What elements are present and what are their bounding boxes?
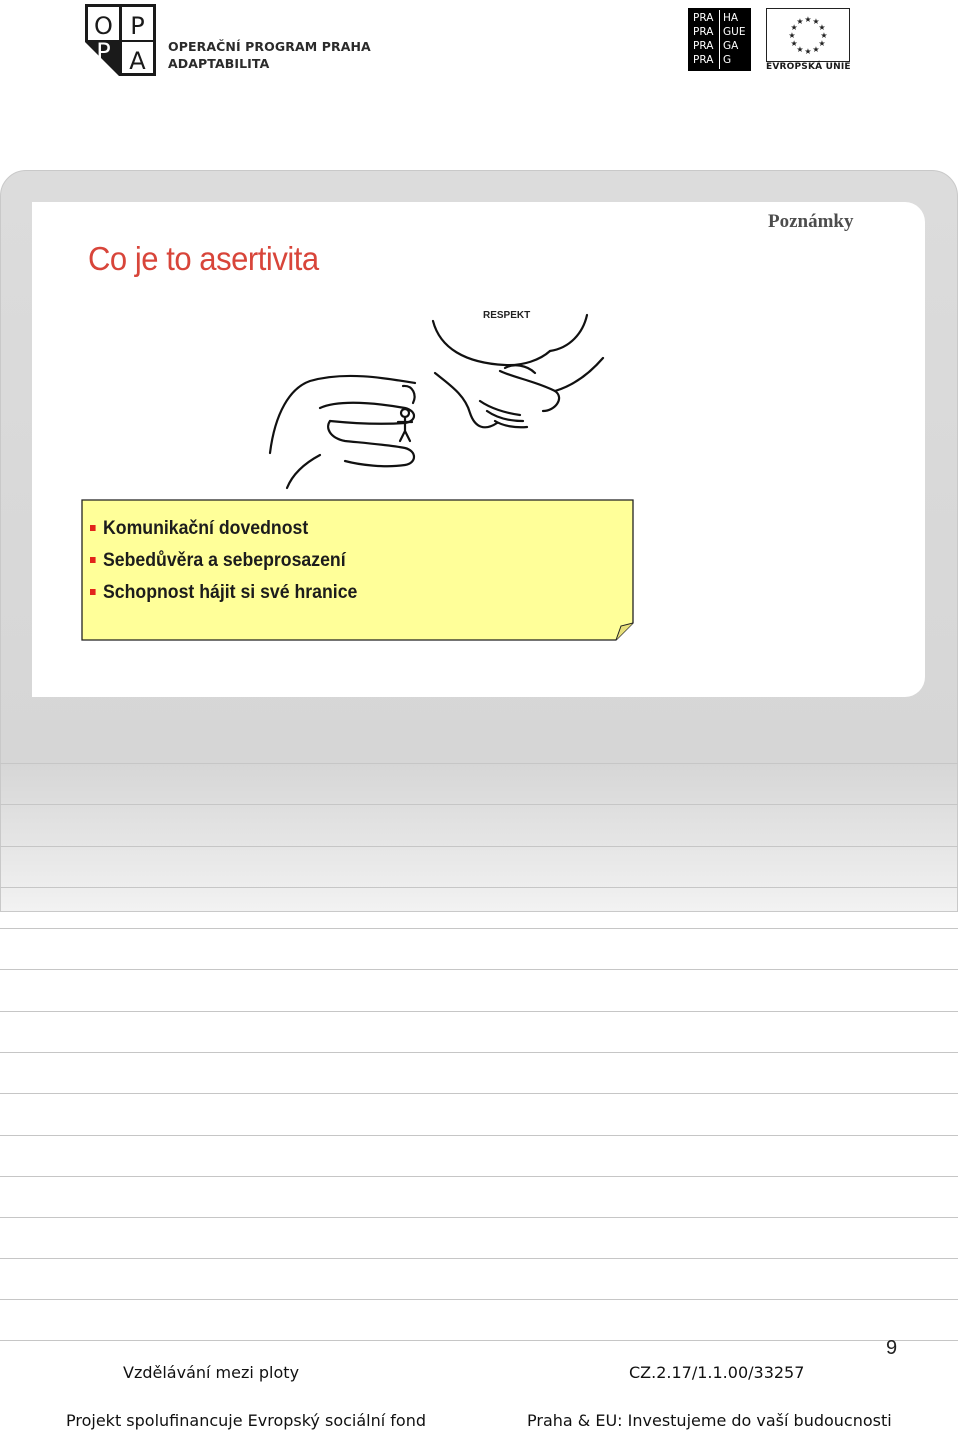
ruled-line	[0, 1340, 958, 1341]
ruled-line	[0, 928, 958, 929]
ruled-line	[0, 1217, 958, 1218]
program-name	[168, 38, 371, 72]
eu-star-icon: ★	[820, 31, 828, 40]
page-number: 9	[886, 1337, 898, 1359]
ruled-line	[0, 1135, 958, 1136]
project-code: CZ.2.17/1.1.00/33257	[629, 1363, 805, 1382]
ruled-line	[0, 1093, 958, 1094]
program-name-line1: OPERAČNÍ PROGRAM PRAHA	[168, 39, 371, 54]
cofinance-slogan: Praha & EU: Investujeme do vaší budoucnosti	[527, 1411, 892, 1430]
eu-star-icon: ★	[804, 15, 812, 24]
bullet-item: Schopnost hájit si své hranice	[90, 582, 357, 614]
ruled-line	[0, 969, 958, 970]
svg-text:PRA: PRA	[693, 54, 714, 66]
svg-text:PRA: PRA	[693, 12, 714, 24]
ruled-line	[0, 1176, 958, 1177]
eu-star-icon: ★	[796, 17, 804, 27]
bullet-list	[90, 518, 377, 614]
ruled-line	[0, 763, 958, 764]
ruled-line	[0, 1299, 958, 1300]
svg-text:PRA: PRA	[693, 40, 714, 52]
svg-text:HA: HA	[723, 12, 739, 24]
slide-title: Co je to asertivita	[88, 240, 319, 277]
ruled-line	[0, 1011, 958, 1012]
eu-star-icon: ★	[804, 47, 812, 56]
ruled-line	[0, 887, 958, 888]
svg-text:O: O	[94, 12, 113, 40]
ruled-line	[0, 804, 958, 805]
svg-text:P: P	[130, 12, 145, 40]
svg-text:P: P	[96, 38, 111, 66]
eu-flag-icon	[766, 8, 850, 62]
svg-text:GA: GA	[723, 40, 739, 52]
eu-star-icon: ★	[796, 44, 804, 54]
svg-text:PRA: PRA	[693, 26, 714, 38]
oppa-logo	[83, 2, 158, 78]
eu-star-icon: ★	[788, 31, 796, 40]
cofinance-note: Projekt spolufinancuje Evropský sociální fond	[66, 1411, 426, 1430]
ruled-line	[0, 1258, 958, 1259]
eu-star-icon: ★	[812, 44, 820, 54]
svg-text:G: G	[723, 54, 732, 66]
eu-star-icon: ★	[818, 23, 826, 32]
handshake-illustration	[265, 303, 610, 493]
svg-text:A: A	[129, 47, 146, 75]
notes-label: Poznámky	[768, 211, 854, 232]
eu-star-icon: ★	[790, 23, 798, 32]
bullet-item: Komunikační dovednost	[90, 518, 357, 550]
eu-star-icon: ★	[790, 39, 798, 48]
bullet-item: Sebedůvěra a sebeprosazení	[90, 550, 357, 582]
illustration-label: RESPEKT	[483, 310, 531, 321]
ruled-line	[0, 1052, 958, 1053]
eu-label: EVROPSKÁ UNIE	[766, 62, 851, 72]
svg-text:GUE: GUE	[723, 26, 746, 38]
eu-star-icon: ★	[812, 17, 820, 27]
ruled-line	[0, 846, 958, 847]
course-name: Vzdělávání mezi ploty	[123, 1363, 300, 1382]
program-name-line2: ADAPTABILITA	[168, 56, 270, 71]
eu-star-icon: ★	[818, 39, 826, 48]
praha-logo	[688, 8, 751, 71]
